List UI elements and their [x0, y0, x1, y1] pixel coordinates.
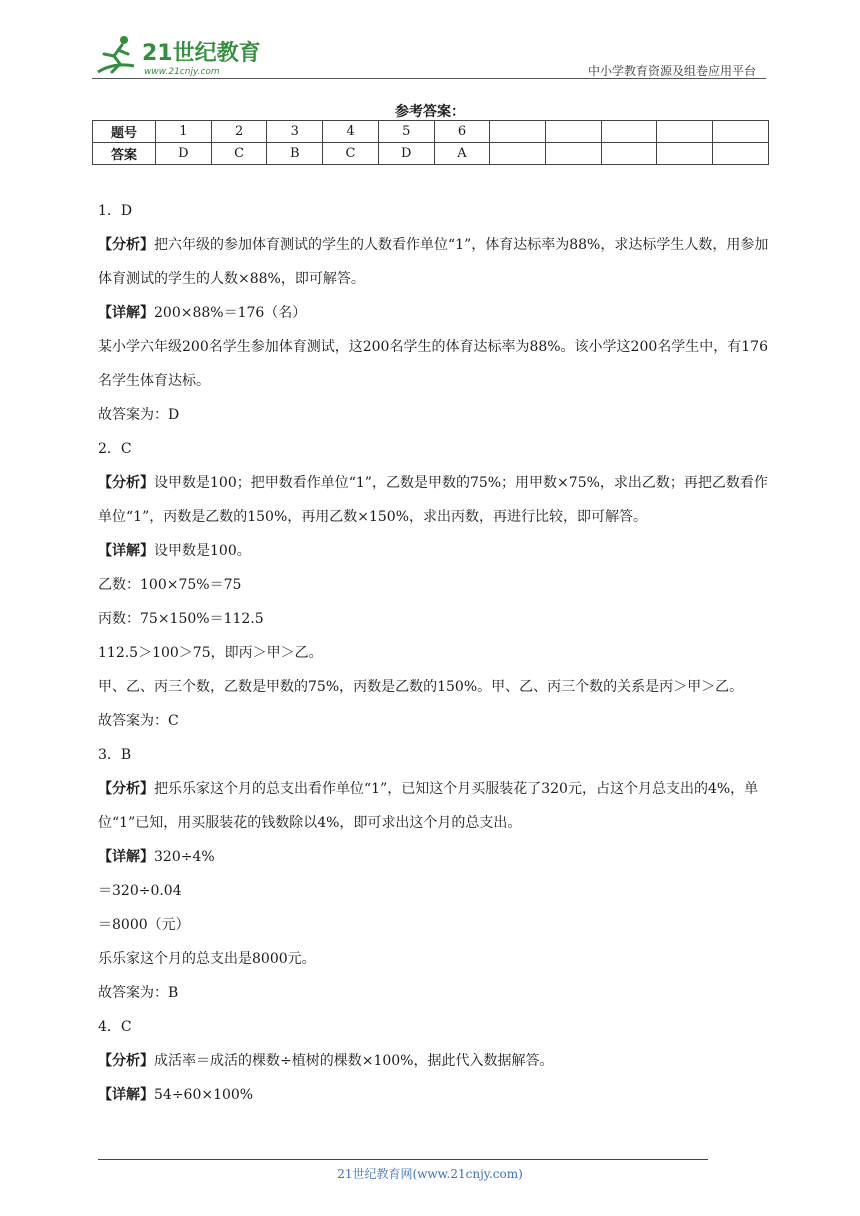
table-cell: B [267, 143, 323, 165]
q4-heading: 4．C [98, 1019, 132, 1035]
analysis-text: 把乐乐家这个月的总支出看作单位“1”，已知这个月买服装花了320元，占这个月总支出的4%，单位“1”已知，用买服装花的钱数除以4%，即可求出这个月的总支出。 [98, 781, 759, 831]
table-row-label: 题号 [93, 121, 156, 143]
q2-step: 丙数：75×150%＝112.5 [98, 611, 264, 627]
table-cell [713, 143, 769, 165]
answer-explanations [98, 194, 770, 1112]
analysis-text: 设甲数是100；把甲数看作单位“1”，乙数是甲数的75%；用甲数×75%，求出乙数；再把乙数看作单位“1”，丙数是乙数的150%，再用乙数×150%，求出丙数，再进行比较，即可解答。 [98, 475, 768, 525]
q1-heading: 1．D [98, 203, 133, 219]
detail-text: 320÷4% [154, 849, 215, 865]
q4-detail [98, 1078, 770, 1112]
table-cell [657, 121, 713, 143]
table-cell: 2 [211, 121, 267, 143]
platform-name: 中小学教育资源及组卷应用平台 [587, 64, 756, 78]
q1-analysis [98, 228, 770, 296]
q3-analysis [98, 772, 770, 840]
analysis-tag: 【分析】 [98, 475, 154, 491]
answer-table [92, 120, 769, 165]
q4-analysis [98, 1044, 770, 1078]
q2-conclusion: 故答案为：C [98, 713, 179, 729]
logo-text: 21世纪教育 [142, 41, 261, 66]
q3-detail [98, 840, 770, 874]
table-cell [546, 143, 602, 165]
header-divider [92, 78, 766, 79]
logo-url: www.21cnjy.com [144, 67, 220, 77]
table-cell: 5 [378, 121, 434, 143]
detail-text: 200×88%＝176（名） [154, 305, 307, 321]
q1-conclusion: 故答案为：D [98, 407, 180, 423]
q1-detail [98, 296, 770, 330]
detail-tag: 【详解】 [98, 849, 154, 865]
q2-step: 乙数：100×75%＝75 [98, 577, 242, 593]
analysis-text: 把六年级的参加体育测试的学生的人数看作单位“1”，体育达标率为88%，求达标学生人数，用参加体育测试的学生的人数×88%，即可解答。 [98, 237, 769, 287]
analysis-tag: 【分析】 [98, 781, 154, 797]
detail-tag: 【详解】 [98, 543, 154, 559]
q1-statement: 某小学六年级200名学生参加体育测试，这200名学生的体育达标率为88%。该小学这200名学生中，有176名学生体育达标。 [98, 339, 769, 389]
table-cell: 1 [156, 121, 212, 143]
q2-detail [98, 534, 770, 568]
table-cell [601, 143, 657, 165]
page-footer: 21世纪教育网(www.21cnjy.com) [337, 1167, 523, 1181]
q3-step: ＝320÷0.04 [98, 883, 182, 899]
detail-tag: 【详解】 [98, 305, 154, 321]
detail-tag: 【详解】 [98, 1087, 154, 1103]
detail-text: 设甲数是100。 [154, 543, 251, 559]
table-row-answers [93, 143, 769, 165]
q2-heading: 2．C [98, 441, 132, 457]
q3-conclusion: 故答案为：B [98, 985, 179, 1001]
logo [94, 32, 264, 78]
table-cell: D [378, 143, 434, 165]
detail-text: 54÷60×100% [154, 1087, 254, 1103]
table-row-numbers [93, 121, 769, 143]
table-cell: 6 [434, 121, 490, 143]
table-cell: D [156, 143, 212, 165]
footer-divider [98, 1159, 708, 1160]
table-cell: A [434, 143, 490, 165]
table-cell: C [211, 143, 267, 165]
table-cell [657, 143, 713, 165]
table-cell: 4 [323, 121, 379, 143]
table-cell [546, 121, 602, 143]
q3-statement: 乐乐家这个月的总支出是8000元。 [98, 951, 316, 967]
q2-analysis [98, 466, 770, 534]
analysis-tag: 【分析】 [98, 1053, 154, 1069]
table-row-label: 答案 [93, 143, 156, 165]
table-cell [713, 121, 769, 143]
table-cell [490, 121, 546, 143]
page-header [0, 0, 860, 80]
q2-statement: 甲、乙、丙三个数，乙数是甲数的75%，丙数是乙数的150%。甲、乙、丙三个数的关系是丙＞甲＞乙。 [98, 679, 744, 695]
table-cell: C [323, 143, 379, 165]
analysis-text: 成活率＝成活的棵数÷植树的棵数×100%，据此代入数据解答。 [154, 1053, 554, 1069]
table-cell [601, 121, 657, 143]
q3-step: ＝8000（元） [98, 917, 190, 933]
analysis-tag: 【分析】 [98, 237, 154, 253]
table-cell: 3 [267, 121, 323, 143]
q2-step: 112.5＞100＞75，即丙＞甲＞乙。 [98, 645, 323, 661]
page-title: 参考答案： [395, 104, 465, 120]
table-cell [490, 143, 546, 165]
q3-heading: 3．B [98, 747, 132, 763]
